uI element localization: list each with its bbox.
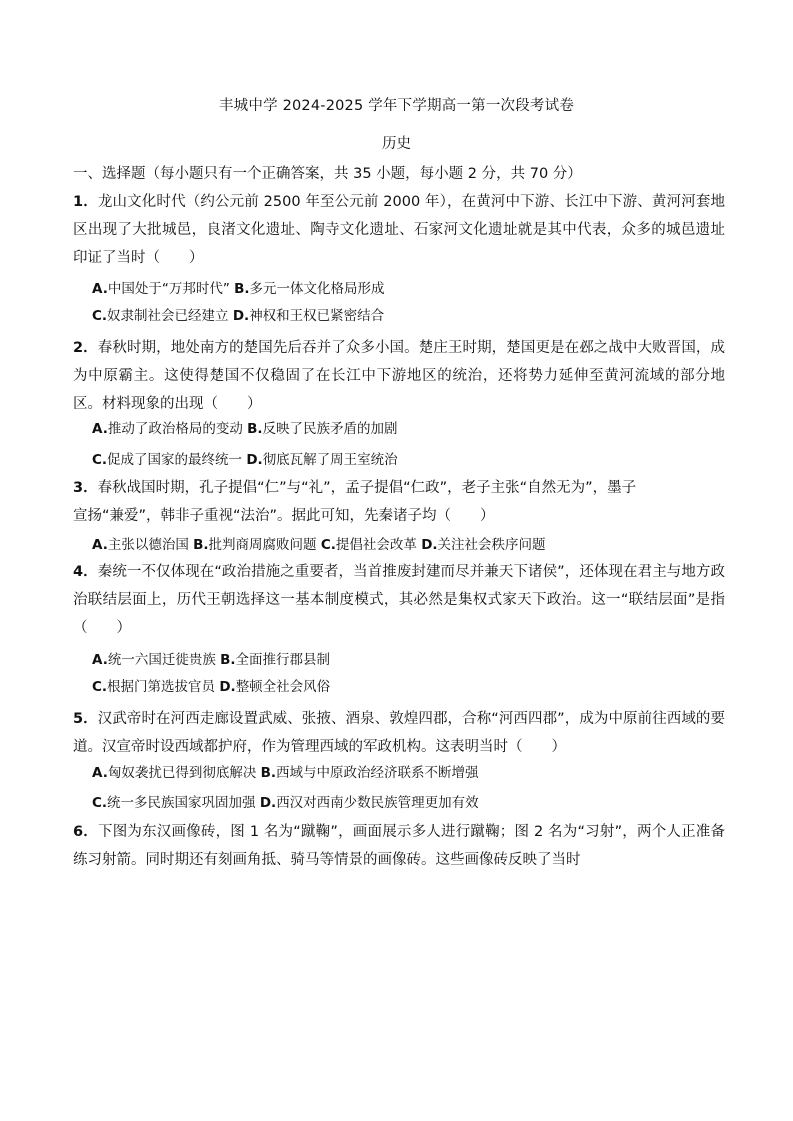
option-key: D. [246, 452, 263, 468]
option-text[interactable]: 奴隶制社会已经建立 [107, 308, 229, 324]
question-5-options-row-2 [92, 793, 732, 813]
question-stem-line-1: 春秋战国时期，孔子提倡“仁”与“礼”，孟子提倡“仁政”，老子主张“自然无为”，墨子 [97, 480, 637, 496]
option-key: D. [219, 679, 236, 695]
option-key: B. [234, 281, 250, 297]
option-key: D. [259, 795, 277, 811]
option-key: B. [193, 537, 209, 553]
option-text[interactable]: 根据门第选拔官员 [107, 679, 216, 695]
question-1-options-row-1 [92, 279, 732, 299]
question-stem: 汉武帝时在河西走廊设置武威、张掖、酒泉、敦煌四郡，合称“河西四郡”，成为中原前往西域的要道。汉宣帝时设西域都护府，作为管理西域的军政机构。这表明当时（ ） [73, 711, 725, 755]
subject-heading: 历史 [382, 136, 411, 152]
option-key: A. [92, 537, 108, 553]
question-2-options-row-1 [92, 419, 732, 439]
option-key: A. [92, 652, 108, 668]
option-text[interactable]: 整顿全社会风俗 [235, 679, 331, 695]
option-text[interactable]: 西汉对西南少数民族管理更加有效 [276, 795, 479, 811]
question-number: 3． [73, 480, 98, 496]
option-key: D. [421, 537, 438, 553]
question-number: 2． [73, 340, 98, 356]
option-key: C. [92, 679, 108, 695]
question-stem: 下图为东汉画像砖，图 1 名为“蹴鞠”，画面展示多人进行蹴鞠；图 2 名为“习射”，两个人正准备练习射箭。同时期还有刻画角抵、骑马等情景的画像砖。这些画像砖反映了当时 [73, 824, 725, 868]
option-text[interactable]: 匈奴袭扰已得到彻底解决 [107, 765, 257, 781]
option-key: A. [92, 765, 108, 781]
question-stem: 龙山文化时代（约公元前 2500 年至公元前 2000 年），在黄河中下游、长江中下游、黄河河套地区出现了大批城邑，良渚文化遗址、陶寺文化遗址、石家河文化遗址就是其中代表，众多的城邑遗址印证了当时（ ） [73, 194, 725, 266]
option-key: C. [320, 537, 336, 553]
option-text[interactable]: 关注社会秩序问题 [437, 537, 546, 553]
option-text[interactable]: 全面推行郡县制 [235, 652, 331, 668]
option-key: A. [92, 281, 108, 297]
question-3 [73, 474, 725, 530]
option-key: B. [247, 421, 263, 437]
option-text[interactable]: 推动了政治格局的变动 [107, 421, 243, 437]
option-text[interactable]: 西域与中原政治经济联系不断增强 [276, 765, 479, 781]
question-number: 4． [73, 564, 98, 580]
option-text[interactable]: 多元一体文化格局形成 [249, 281, 385, 297]
option-key: B. [260, 765, 277, 781]
question-stem: 春秋时期，地处南方的楚国先后吞并了众多小国。楚庄王时期，楚国更是在邲之战中大败晋国，成为中原霸主。这使得楚国不仅稳固了在长江中下游地区的统治，还将势力延伸至黄河流域的部分地区。材料现象的出现（ ） [73, 340, 726, 412]
option-text[interactable]: 提倡社会改革 [335, 537, 417, 553]
question-stem-line-2: 宣扬“兼爱”，韩非子重视“法治”。据此可知，先秦诸子均（ ） [73, 508, 495, 524]
option-text[interactable]: 彻底瓦解了周王室统治 [262, 452, 398, 468]
question-4 [73, 558, 725, 642]
option-key: A. [92, 421, 108, 437]
section-heading: 一、选择题（每小题只有一个正确答案，共 35 小题，每小题 2 分，共 70 分） [73, 166, 582, 182]
question-number: 5． [73, 711, 98, 727]
option-key: C. [92, 452, 108, 468]
question-number: 1． [73, 194, 98, 210]
option-text[interactable]: 统一多民族国家巩固加强 [107, 795, 256, 811]
option-text[interactable]: 促成了国家的最终统一 [107, 452, 243, 468]
option-text[interactable]: 中国处于“万邦时代” [107, 281, 230, 297]
question-4-options-row-1 [92, 650, 732, 670]
question-stem: 秦统一不仅体现在“政治措施之重要者，当首推废封建而尽并兼天下诸侯”，还体现在君主与地方政治联结层面上，历代王朝选择这一基本制度模式，其必然是集权式家天下政治。这一“联结层面”是指（ ） [73, 564, 725, 636]
option-key: C. [92, 795, 108, 811]
option-text[interactable]: 统一六国迁徙贵族 [107, 652, 216, 668]
option-text[interactable]: 主张以德治国 [107, 537, 189, 553]
question-5 [73, 705, 725, 761]
question-5-options-row-1 [92, 763, 732, 783]
question-1-options-row-2 [92, 306, 732, 326]
option-text[interactable]: 反映了民族矛盾的加剧 [262, 421, 398, 437]
option-text[interactable]: 神权和王权已紧密结合 [249, 308, 385, 324]
question-number: 6． [73, 824, 98, 840]
option-key: B. [220, 652, 236, 668]
exam-title: 丰城中学 2024-2025 学年下学期高一第一次段考试卷 [218, 98, 575, 114]
question-3-options-row [92, 535, 732, 555]
option-key: D. [232, 308, 250, 324]
question-4-options-row-2 [92, 677, 732, 697]
option-key: C. [92, 308, 108, 324]
question-2 [73, 334, 725, 418]
question-1 [73, 188, 725, 272]
question-2-options-row-2 [92, 450, 732, 470]
option-text[interactable]: 批判商周腐败问题 [208, 537, 317, 553]
question-6 [73, 818, 725, 874]
